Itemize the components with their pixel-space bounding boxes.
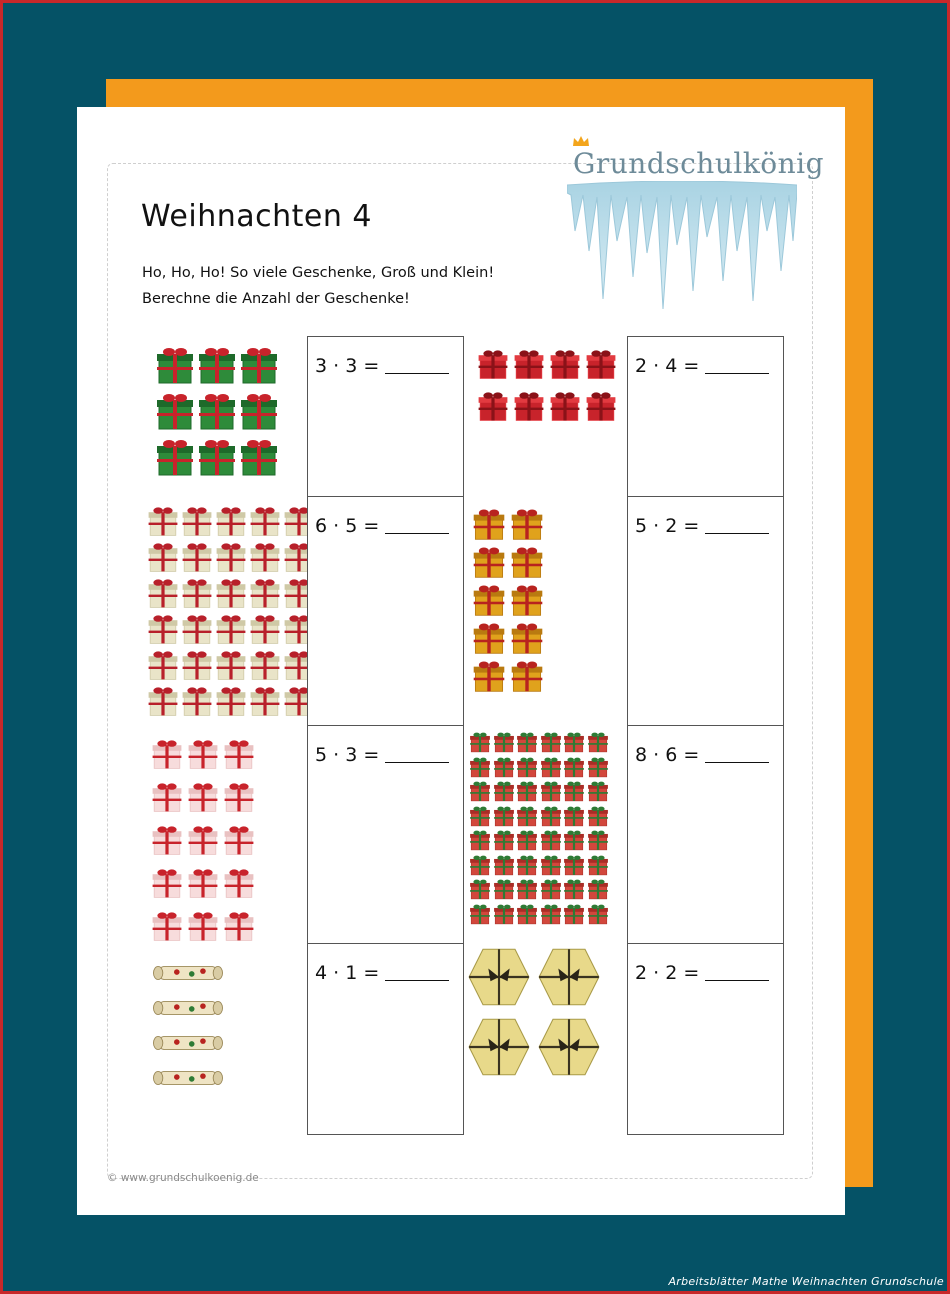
answer-line[interactable] [705, 355, 769, 374]
gift-icon [215, 577, 247, 613]
gift-icon [467, 1015, 531, 1083]
answer-box[interactable] [307, 496, 464, 726]
gift-icon [469, 731, 491, 757]
cracker-icon [149, 1064, 227, 1096]
gift-icon [223, 821, 255, 863]
gift-icon [493, 756, 515, 782]
equation [315, 744, 449, 766]
gift-icon [469, 805, 491, 831]
gift-icon [493, 829, 515, 855]
gift-icon [471, 583, 507, 621]
gift-icon [197, 345, 237, 389]
equation-text: 5 · 3 = [315, 744, 380, 766]
gift-icon [540, 854, 562, 880]
gift-icon [513, 347, 545, 385]
gift-icon [540, 878, 562, 904]
image-caption: Arbeitsblätter Mathe Weihnachten Grundschule [668, 1275, 944, 1288]
icicles-icon [567, 181, 797, 321]
gift-icon [197, 437, 237, 481]
gift-icon [469, 829, 491, 855]
gift-icon [469, 780, 491, 806]
gift-icon [469, 854, 491, 880]
gift-icon [151, 821, 183, 863]
gift-icon [493, 854, 515, 880]
gift-icon [587, 731, 609, 757]
gift-icon [516, 731, 538, 757]
equation [315, 515, 449, 537]
equation-text: 2 · 2 = [635, 962, 700, 984]
gift-icon [469, 756, 491, 782]
gift-icon [187, 864, 219, 906]
gift-icon [249, 541, 281, 577]
cracker-icon [149, 959, 227, 991]
gift-icon [147, 685, 179, 721]
gift-icon [587, 780, 609, 806]
page-title: Weihnachten 4 [141, 199, 372, 234]
gift-icon [540, 731, 562, 757]
gift-icon [151, 778, 183, 820]
gift-icon [540, 756, 562, 782]
answer-box[interactable] [307, 725, 464, 944]
gift-icon [477, 347, 509, 385]
gift-icon [187, 735, 219, 777]
equation-text: 4 · 1 = [315, 962, 380, 984]
cracker-icon [149, 1029, 227, 1061]
gift-icon [563, 829, 585, 855]
gift-icon [493, 903, 515, 929]
gift-icon [239, 391, 279, 435]
gift-icon [249, 649, 281, 685]
gift-icon [469, 878, 491, 904]
gift-icon [223, 907, 255, 949]
gift-icon [147, 613, 179, 649]
gift-icon [563, 756, 585, 782]
gift-icon [187, 907, 219, 949]
equation-text: 8 · 6 = [635, 744, 700, 766]
gift-icon [151, 864, 183, 906]
gift-icon [155, 391, 195, 435]
cracker-icon [149, 994, 227, 1026]
gift-icon [540, 903, 562, 929]
gift-icon [537, 945, 601, 1013]
equation [315, 355, 449, 377]
gift-icon [155, 437, 195, 481]
gift-icon [215, 541, 247, 577]
equation [635, 515, 769, 537]
gift-icon [151, 735, 183, 777]
gift-icon [587, 805, 609, 831]
gift-icon [477, 389, 509, 427]
gift-icon [587, 878, 609, 904]
gift-icon [249, 505, 281, 541]
gift-icon [585, 389, 617, 427]
gift-icon [516, 756, 538, 782]
gift-icon [239, 345, 279, 389]
answer-line[interactable] [385, 962, 449, 981]
gift-icon [516, 805, 538, 831]
gift-icon [537, 1015, 601, 1083]
gift-icon [540, 829, 562, 855]
gift-icon [493, 878, 515, 904]
equation [635, 355, 769, 377]
gift-icon [249, 685, 281, 721]
gift-icon [215, 613, 247, 649]
gift-icon [540, 805, 562, 831]
gift-icon [147, 505, 179, 541]
answer-box[interactable] [627, 496, 784, 726]
gift-icon [563, 878, 585, 904]
gift-icon [469, 903, 491, 929]
answer-line[interactable] [705, 515, 769, 534]
gift-icon [223, 735, 255, 777]
answer-line[interactable] [705, 962, 769, 981]
gift-icon [215, 505, 247, 541]
gift-icon [513, 389, 545, 427]
gift-icon [471, 659, 507, 697]
gift-icon [181, 613, 213, 649]
gift-icon [147, 649, 179, 685]
gift-icon [493, 805, 515, 831]
gift-icon [187, 821, 219, 863]
gift-icon [516, 854, 538, 880]
gift-icon [563, 903, 585, 929]
gift-icon [181, 541, 213, 577]
logo [567, 147, 825, 317]
gift-icon [223, 778, 255, 820]
gift-icon [516, 903, 538, 929]
gift-icon [516, 780, 538, 806]
crown-icon [572, 135, 590, 147]
gift-icon [587, 903, 609, 929]
equation [635, 744, 769, 766]
answer-box[interactable] [627, 943, 784, 1135]
answer-line[interactable] [385, 744, 449, 763]
gift-icon [509, 507, 545, 545]
footer-copyright: © www.grundschulkoenig.de [107, 1172, 259, 1184]
gift-icon [187, 778, 219, 820]
gift-icon [563, 780, 585, 806]
gift-icon [493, 731, 515, 757]
gift-icon [467, 945, 531, 1013]
gift-icon [509, 545, 545, 583]
gift-icon [585, 347, 617, 385]
equation-text: 5 · 2 = [635, 515, 700, 537]
instruction-line-1: Ho, Ho, Ho! So viele Geschenke, Groß und Klein! [142, 265, 495, 281]
gift-icon [587, 854, 609, 880]
gift-icon [471, 621, 507, 659]
gift-icon [509, 583, 545, 621]
gift-icon [249, 577, 281, 613]
instruction-line-2: Berechne die Anzahl der Geschenke! [142, 291, 410, 307]
equation-text: 6 · 5 = [315, 515, 380, 537]
gift-icon [223, 864, 255, 906]
gift-icon [549, 347, 581, 385]
gift-icon [516, 878, 538, 904]
gift-icon [151, 907, 183, 949]
gift-icon [563, 854, 585, 880]
gift-icon [471, 545, 507, 583]
gift-icon [215, 685, 247, 721]
gift-icon [239, 437, 279, 481]
answer-box[interactable] [627, 725, 784, 944]
gift-icon [181, 505, 213, 541]
gift-icon [509, 659, 545, 697]
gift-icon [587, 829, 609, 855]
equation-text: 2 · 4 = [635, 355, 700, 377]
answer-line[interactable] [705, 744, 769, 763]
answer-box[interactable] [627, 336, 784, 497]
logo-text: Grundschulkönig [573, 147, 825, 180]
gift-icon [197, 391, 237, 435]
gift-icon [509, 621, 545, 659]
gift-icon [549, 389, 581, 427]
answer-box[interactable] [307, 336, 464, 497]
worksheet-page [77, 107, 845, 1215]
gift-icon [147, 541, 179, 577]
gift-icon [563, 731, 585, 757]
gift-icon [540, 780, 562, 806]
equation [315, 962, 449, 984]
equation-text: 3 · 3 = [315, 355, 380, 377]
gift-icon [155, 345, 195, 389]
gift-icon [516, 829, 538, 855]
gift-icon [147, 577, 179, 613]
gift-icon [471, 507, 507, 545]
gift-icon [181, 577, 213, 613]
gift-icon [181, 685, 213, 721]
answer-line[interactable] [385, 355, 449, 374]
gift-icon [181, 649, 213, 685]
gift-icon [215, 649, 247, 685]
gift-icon [493, 780, 515, 806]
answer-line[interactable] [385, 515, 449, 534]
gift-icon [587, 756, 609, 782]
answer-box[interactable] [307, 943, 464, 1135]
gift-icon [563, 805, 585, 831]
equation [635, 962, 769, 984]
gift-icon [249, 613, 281, 649]
